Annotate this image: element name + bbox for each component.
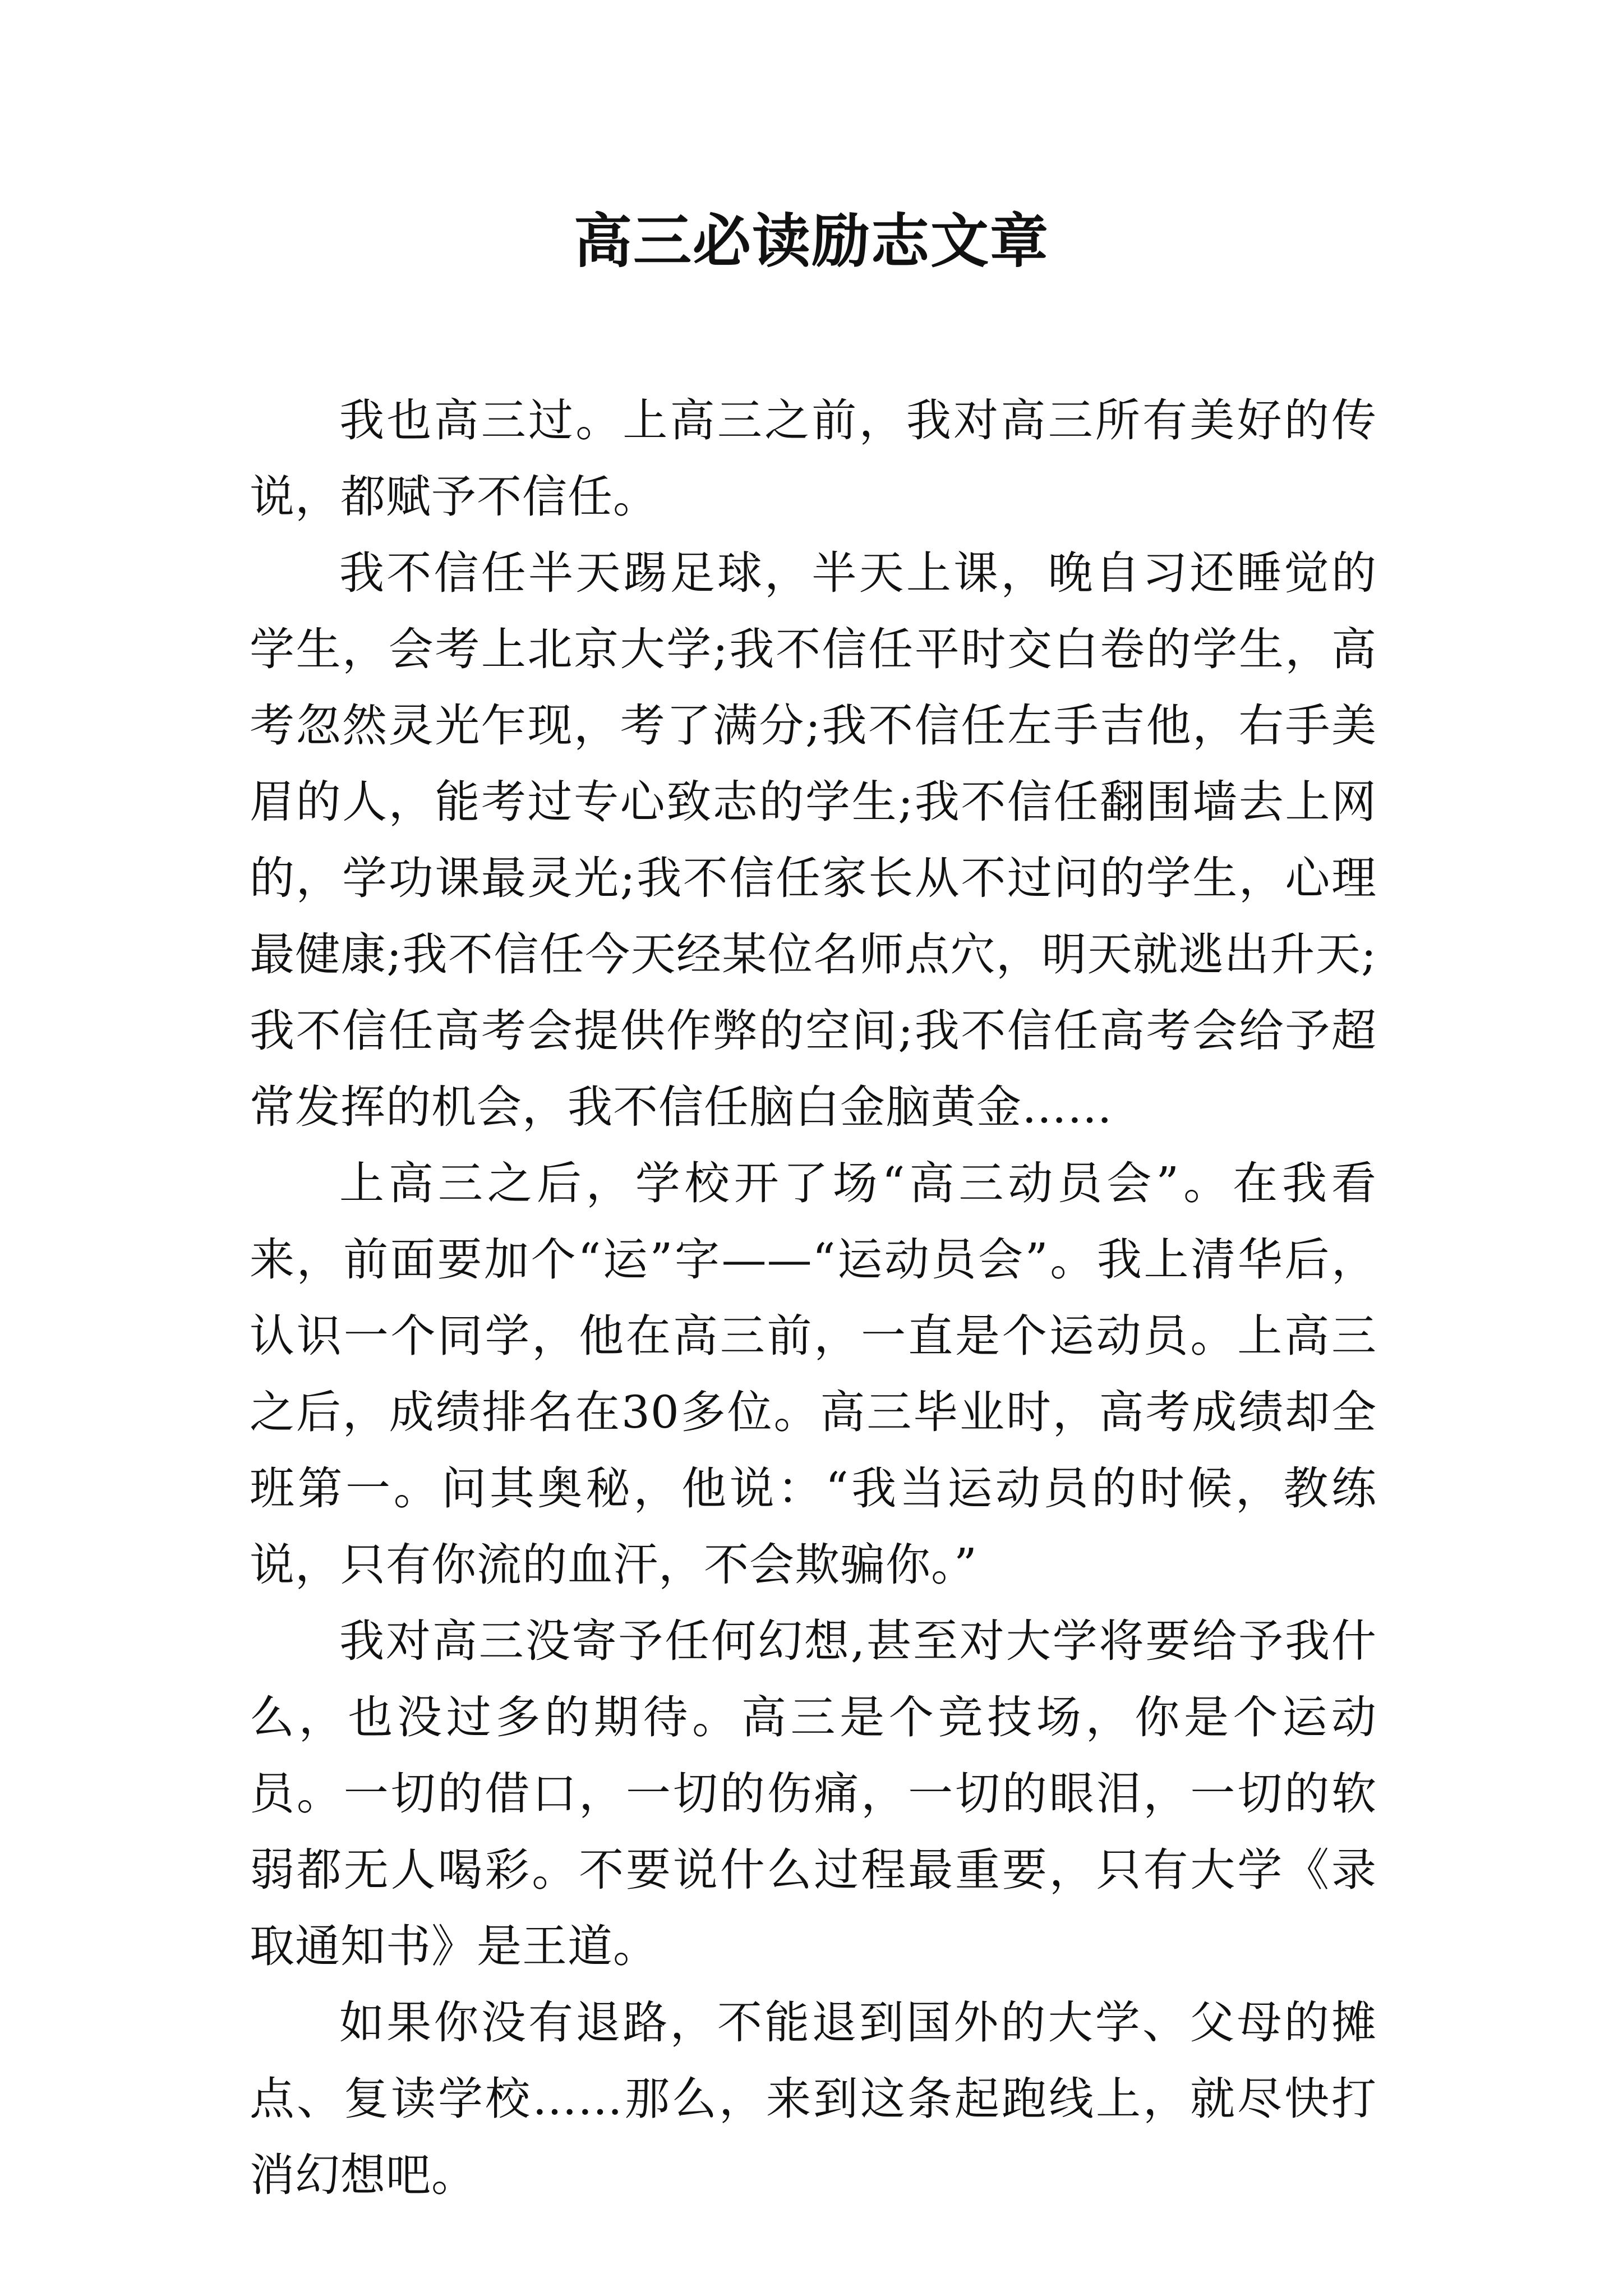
document-body — [250, 383, 1377, 2214]
paragraph: 如果你没有退路，不能退到国外的大学、父母的摊点、复读学校……那么，来到这条起跑线上，就尽快打消幻想吧。 — [250, 1996, 1377, 2201]
paragraph: 上高三之后，学校开了场“高三动员会”。在我看来，前面要加个“运”字——“运动员会”。我上清华后，认识一个同学，他在高三前，一直是个运动员。上高三之后，成绩排名在30多位。高三毕业时，高考成绩却全班第一。问其奥秘，他说：“我当运动员的时候，教练说，只有你流的血汗，不会欺骗你。” — [250, 1157, 1377, 1591]
paragraph: 我不信任半天踢足球，半天上课，晚自习还睡觉的学生，会考上北京大学;我不信任平时交白卷的学生，高考忽然灵光乍现，考了满分;我不信任左手吉他，右手美眉的人，能考过专心致志的学生;我不信任翻围墙去上网的，学功课最灵光;我不信任家长从不过问的学生，心理最健康;我不信任今天经某位名师点穴，明天就逃出升天;我不信任高考会提供作弊的空间;我不信任高考会给予超常发挥的机会，我不信任脑白金脑黄金…… — [250, 547, 1377, 1133]
document-title: 高三必读励志文章 — [573, 206, 1049, 275]
paragraph: 我也高三过。上高三之前，我对高三所有美好的传说，都赋予不信任。 — [250, 394, 1377, 523]
paragraph: 我对高三没寄予任何幻想,甚至对大学将要给予我什么，也没过多的期待。高三是个竞技场，你是个运动员。一切的借口，一切的伤痛，一切的眼泪，一切的软弱都无人喝彩。不要说什么过程最重要，只有大学《录取通知书》是王道。 — [250, 1615, 1377, 1972]
